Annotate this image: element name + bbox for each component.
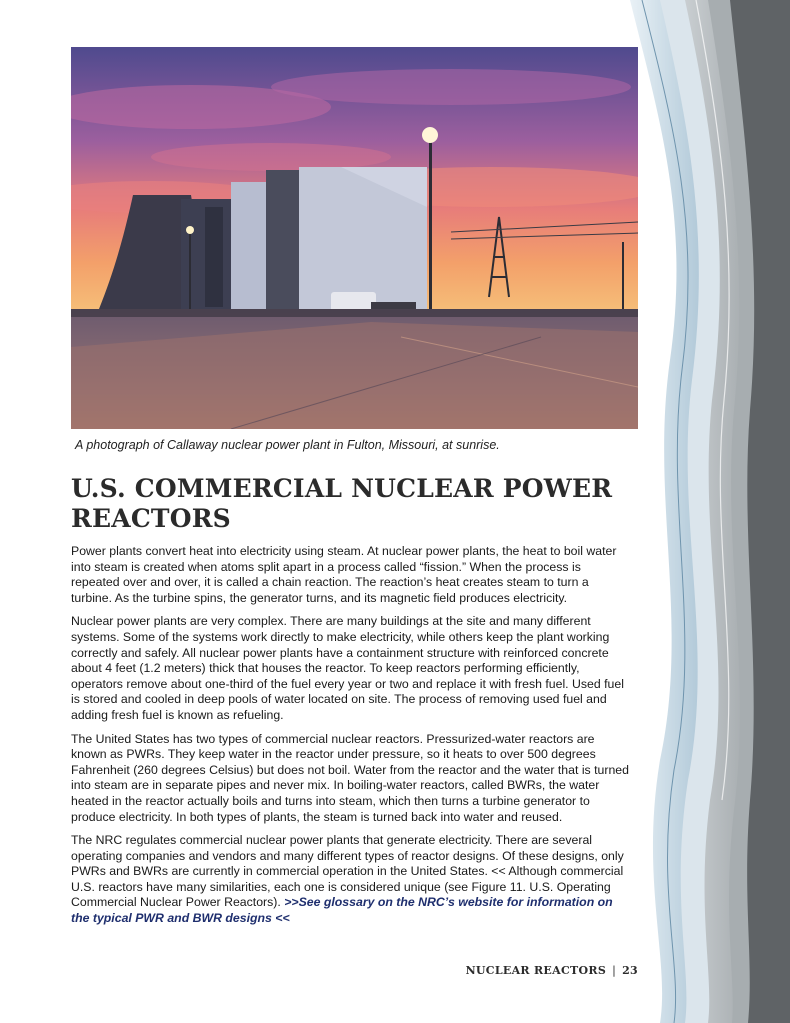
page-number: 23 — [622, 964, 638, 977]
footer-section-title: NUCLEAR REACTORS — [465, 964, 607, 977]
paragraph-nrc-regulation — [71, 833, 631, 927]
footer-separator: | — [612, 964, 617, 977]
photo-caption: A photograph of Callaway nuclear power plant in Fulton, Missouri, at sunrise. — [75, 438, 500, 452]
decorative-wave-band — [630, 0, 790, 1023]
page-footer — [466, 964, 638, 977]
plant-photo-illustration — [71, 47, 638, 429]
glossary-link[interactable]: >>See glossary on the NRC’s website for information on the typical PWR and BWR designs << — [71, 895, 613, 926]
article-body — [71, 544, 631, 935]
article-title: U.S. COMMERCIAL NUCLEAR POWER REACTORS — [71, 474, 613, 533]
paragraph-fission: Power plants convert heat into electricity using steam. At nuclear power plants, the heat to boil water into steam is created when atoms split apart in a process called “fission.” When the process is repeated over and over, it is called a chain reaction. The reaction’s heat creates steam to turn a turbine. As the turbine spins, the generator turns, and its magnetic field produces electricity. — [71, 544, 617, 605]
plant-photo — [71, 47, 638, 429]
paragraph-nrc-text: The NRC regulates commercial nuclear power plants that generate electricity. There are several operating companies and vendors and many different types of reactor designs. Of these designs, only PWRs and BWRs are currently in commercial operation in the United States. << Although commercial U.S. reactors have many similarities, each one is considered unique (see Figure 11. U.S. Operating Commercial Nuclear Power Reactors). — [71, 833, 624, 910]
paragraph-plant-systems: Nuclear power plants are very complex. There are many buildings at the site and many different systems. Some of the systems work directly to make electricity, while others keep the plant working correctly and safely. All nuclear power plants have a containment structure with reinforced concrete about 4 feet (1.2 meters) thick that houses the reactor. To keep reactors performing efficiently, operators remove about one-third of the fuel every year or two and replace it with fresh fuel. Used fuel is stored and cooled in deep pools of water located on site. The process of removing used fuel and adding fresh fuel is known as refueling. — [71, 614, 624, 722]
paragraph-reactor-types: The United States has two types of commercial nuclear reactors. Pressurized-water reactors are known as PWRs. They keep water in the reactor under pressure, so it heats to over 500 degrees Fahrenheit (260 degrees Celsius) but does not boil. Water from the reactor and the water that is turned into steam are in separate pipes and never mix. In boiling-water reactors, called BWRs, the water heated in the reactor actually boils and turns into steam, which then turns a turbine generator to produce electricity. In both types of plants, the steam is turned back into water and reused. — [71, 731, 629, 824]
